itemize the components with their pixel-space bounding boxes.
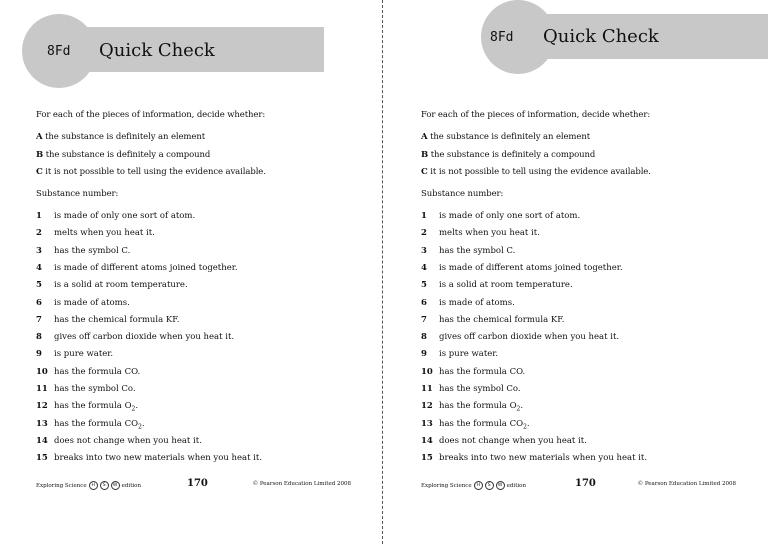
item-number: 8 <box>36 332 42 343</box>
item-text <box>54 263 238 273</box>
unit-code: 8Fd <box>490 30 514 45</box>
option-a <box>36 132 205 142</box>
item-number: 14 <box>421 435 433 446</box>
item-text <box>439 419 530 431</box>
item-text-main: gives off carbon dioxide when you heat it. <box>439 332 620 343</box>
worksheet-left <box>0 0 383 544</box>
item-number: 7 <box>421 314 427 325</box>
series-name: Exploring Science <box>421 482 472 489</box>
item-number: 2 <box>421 228 427 239</box>
worksheet-right <box>385 0 768 544</box>
logo-s-icon: S <box>100 481 109 490</box>
item-text <box>54 436 202 446</box>
option-a <box>421 132 590 142</box>
item-text-main: is a solid at room temperature. <box>439 280 573 291</box>
logo-w-icon: W <box>111 481 120 490</box>
item-text-main: is pure water. <box>54 349 114 360</box>
item-subscript: 2 <box>516 405 521 413</box>
option-letter: B <box>36 150 44 160</box>
item-text <box>439 228 540 238</box>
item-text <box>54 384 136 394</box>
item-number: 10 <box>36 366 48 377</box>
item-text <box>54 453 262 463</box>
item-subscript: 2 <box>138 423 142 431</box>
item-text-main: has the symbol Co. <box>54 384 136 394</box>
option-text: it is not possible to tell using the evidence available. <box>45 167 266 177</box>
item-text-main: has the formula O <box>439 401 517 412</box>
logo-w-icon: W <box>496 481 505 490</box>
footer-series <box>421 481 526 490</box>
item-number: 1 <box>36 211 42 221</box>
page-title: Quick Check <box>543 26 659 47</box>
item-text-main: has the formula CO <box>54 418 139 429</box>
item-text <box>439 384 521 394</box>
option-text: the substance is definitely a compound <box>45 150 211 160</box>
item-text <box>439 298 515 308</box>
item-text-main: has the symbol Co. <box>439 384 521 394</box>
item-text <box>439 263 623 273</box>
intro-text: For each of the pieces of information, decide whether: <box>36 110 266 120</box>
item-number: 2 <box>36 228 42 239</box>
item-number: 7 <box>36 314 42 325</box>
option-text: it is not possible to tell using the evidence available. <box>430 167 651 177</box>
item-text-main: is made of different atoms joined together. <box>54 262 238 273</box>
series-name: Exploring Science <box>36 482 87 489</box>
edition-label: edition <box>506 482 527 489</box>
item-number: 13 <box>421 418 433 429</box>
item-text-main: has the chemical formula KF. <box>54 314 180 325</box>
item-text <box>54 228 155 238</box>
logo-h-icon: H <box>474 481 483 490</box>
copyright: © Pearson Education Limited 2008 <box>637 481 736 487</box>
page-title: Quick Check <box>99 40 215 61</box>
option-letter: C <box>36 167 43 177</box>
option-letter: C <box>421 167 428 177</box>
option-text: the substance is definitely a compound <box>430 150 596 160</box>
item-number: 6 <box>421 297 427 308</box>
item-text <box>439 453 647 463</box>
option-letter: A <box>36 132 43 142</box>
item-text-main: breaks into two new materials when you heat it. <box>54 453 263 464</box>
item-number: 1 <box>421 211 427 221</box>
item-text-end: . <box>520 401 524 412</box>
unit-code: 8Fd <box>47 44 71 59</box>
item-text-main: breaks into two new materials when you heat it. <box>439 453 648 464</box>
item-text-main: has the symbol C. <box>439 245 516 256</box>
item-text <box>54 332 234 342</box>
item-text-main: has the chemical formula KF. <box>439 314 565 325</box>
item-number: 3 <box>421 245 427 256</box>
item-number: 9 <box>421 349 427 360</box>
item-number: 9 <box>36 349 42 360</box>
item-number: 11 <box>421 384 433 394</box>
item-text <box>439 367 525 377</box>
item-text-main: does not change when you heat it. <box>54 435 202 446</box>
list-header: Substance number: <box>421 189 504 199</box>
item-number: 3 <box>36 245 42 256</box>
item-number: 4 <box>421 262 427 273</box>
item-number: 5 <box>36 280 42 291</box>
edition-label: edition <box>121 482 142 489</box>
page-number: 170 <box>575 478 596 489</box>
item-number: 12 <box>36 401 48 412</box>
item-number: 8 <box>421 332 427 343</box>
item-text-main: gives off carbon dioxide when you heat it. <box>54 332 235 343</box>
item-number: 4 <box>36 262 42 273</box>
item-text-end: . <box>526 418 530 429</box>
item-text <box>54 315 180 325</box>
item-text <box>54 280 188 290</box>
item-text-main: has the symbol C. <box>54 245 131 256</box>
item-text <box>54 211 195 221</box>
page-number: 170 <box>187 478 208 489</box>
option-b <box>36 150 210 160</box>
item-text <box>54 419 145 431</box>
item-text <box>54 401 138 413</box>
option-c <box>421 167 651 177</box>
item-text-main: is made of different atoms joined together. <box>439 262 623 273</box>
option-letter: A <box>421 132 428 142</box>
item-text <box>439 315 565 325</box>
item-text-main: is a solid at room temperature. <box>54 280 188 291</box>
item-number: 5 <box>421 280 427 291</box>
item-text <box>439 436 587 446</box>
item-text-main: is pure water. <box>439 349 499 360</box>
item-text-main: is made of atoms. <box>439 297 515 308</box>
item-number: 13 <box>36 418 48 429</box>
item-text <box>439 211 580 221</box>
copyright: © Pearson Education Limited 2008 <box>252 481 351 487</box>
item-text <box>439 401 523 413</box>
item-text-main: has the formula CO. <box>439 366 526 377</box>
item-text-main: is made of only one sort of atom. <box>54 211 196 221</box>
option-text: the substance is definitely an element <box>430 132 591 142</box>
item-text-main: has the formula CO <box>439 418 524 429</box>
item-text-main: is made of atoms. <box>54 297 130 308</box>
item-text-main: does not change when you heat it. <box>439 435 587 446</box>
list-header: Substance number: <box>36 189 119 199</box>
item-text <box>439 246 515 256</box>
intro-text: For each of the pieces of information, decide whether: <box>421 110 651 120</box>
item-text <box>439 280 573 290</box>
option-letter: B <box>421 150 429 160</box>
option-text: the substance is definitely an element <box>45 132 206 142</box>
item-number: 11 <box>36 384 48 394</box>
item-number: 15 <box>421 453 433 464</box>
item-text <box>54 298 130 308</box>
item-subscript: 2 <box>523 423 527 431</box>
item-text-main: melts when you heat it. <box>54 228 155 239</box>
item-text <box>54 246 130 256</box>
item-subscript: 2 <box>131 405 136 413</box>
item-number: 10 <box>421 366 433 377</box>
option-b <box>421 150 595 160</box>
footer-series <box>36 481 141 490</box>
item-text-main: has the formula CO. <box>54 366 141 377</box>
item-text <box>439 332 619 342</box>
logo-h-icon: H <box>89 481 98 490</box>
item-number: 15 <box>36 453 48 464</box>
item-text-end: . <box>141 418 145 429</box>
logo-s-icon: S <box>485 481 494 490</box>
item-number: 12 <box>421 401 433 412</box>
item-text-main: has the formula O <box>54 401 132 412</box>
item-text <box>439 349 498 359</box>
item-text-main: is made of only one sort of atom. <box>439 211 581 221</box>
item-text-main: melts when you heat it. <box>439 228 540 239</box>
item-text <box>54 367 140 377</box>
item-number: 14 <box>36 435 48 446</box>
item-text <box>54 349 113 359</box>
item-text-end: . <box>135 401 139 412</box>
option-c <box>36 167 266 177</box>
item-number: 6 <box>36 297 42 308</box>
